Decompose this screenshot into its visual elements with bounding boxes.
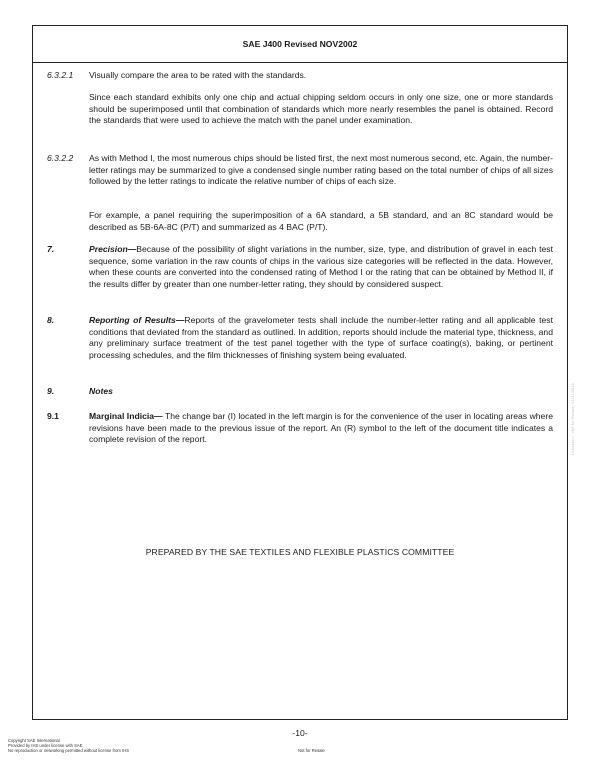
paragraph bbox=[89, 411, 553, 446]
copyright-footer bbox=[8, 738, 129, 754]
section-number: 7. bbox=[47, 244, 55, 254]
paragraph: As with Method I, the most numerous chips should be listed first, the next most numerous second, etc. Again, the number-letter ratings may be summarized to give a condensed single number rating based on the total number of chips of all sizes followed by the letter ratings to indicate the relative number of chips of each size. bbox=[89, 153, 553, 187]
paragraph: Visually compare the area to be rated with the standards. bbox=[89, 70, 307, 80]
prepared-by-statement: PREPARED BY THE SAE TEXTILES AND FLEXIBLE PLASTICS COMMITTEE bbox=[145, 547, 455, 557]
section-number: 6.3.2.1 bbox=[47, 70, 74, 80]
footer-line: No reproduction or networking permitted without license from IHS bbox=[8, 748, 130, 754]
footer-line: Provided by IHS under license with SAE bbox=[8, 743, 83, 749]
license-watermark: Licensee=...Not for Resale, 01/21/2010 bbox=[571, 383, 575, 456]
section-number: 8. bbox=[47, 315, 55, 325]
footer-line: Copyright SAE International bbox=[8, 738, 60, 743]
resale-notice: Not for Resale bbox=[298, 748, 325, 753]
document-title: SAE J400 Revised NOV2002 bbox=[242, 39, 358, 49]
section-heading: Precision— bbox=[89, 244, 137, 254]
section-body: Reports of the gravelometer tests shall include the number-letter rating and all applicable test conditions that deviated from the standard as outlined. In addition, reports should include the material type, thickness, and any preliminary surface treatment of the test panel together with the type of surface coating(s), baking, or pertinent processing schedules, and the film thicknesses of finishing system being evaluated. bbox=[89, 315, 553, 360]
section-heading: Reporting of Results— bbox=[89, 315, 185, 325]
document-header bbox=[33, 26, 567, 63]
paragraph bbox=[89, 244, 553, 290]
section-number: 6.3.2.2 bbox=[47, 153, 74, 163]
section-body: The change bar (I) located in the left margin is for the convenience of the user in locating areas where revisions have been made to the previous issue of the report. An (R) symbol to the left of the document title indicates a complete revision of the report. bbox=[89, 411, 553, 445]
section-number: 9. bbox=[47, 386, 55, 396]
document-frame bbox=[32, 25, 568, 720]
paragraph: For example, a panel requiring the superimposition of a 6A standard, a 5B standard, and an 8C standard would be described as 5B-6A-8C (P/T) and summarized as 4 BAC (P/T). bbox=[89, 210, 553, 232]
section-body: Because of the possibility of slight variations in the number, size, type, and distribution of gravel in each test sequence, some variation in the raw counts of chips in the various size categories will be reflected in the data. However, when these counts are converted into the condensed rating of Method I or the rating that can be obtained by Method II, if the results differ by greater than one number-letter rating, they should by considered suspect. bbox=[89, 244, 553, 289]
section-heading: Notes bbox=[89, 386, 113, 396]
paragraph bbox=[89, 386, 553, 398]
section-heading: Marginal Indicia— bbox=[89, 411, 163, 421]
page-number: -10- bbox=[292, 728, 308, 738]
paragraph: Since each standard exhibits only one chip and actual chipping seldom occurs in only one size, one or more standards should be superimposed until that combination of standards which more nearly resembles the panel is obtained. Record the standards that were used to achieve the match with the panel under examination. bbox=[89, 92, 553, 126]
paragraph bbox=[89, 315, 553, 361]
section-number: 9.1 bbox=[47, 411, 59, 421]
